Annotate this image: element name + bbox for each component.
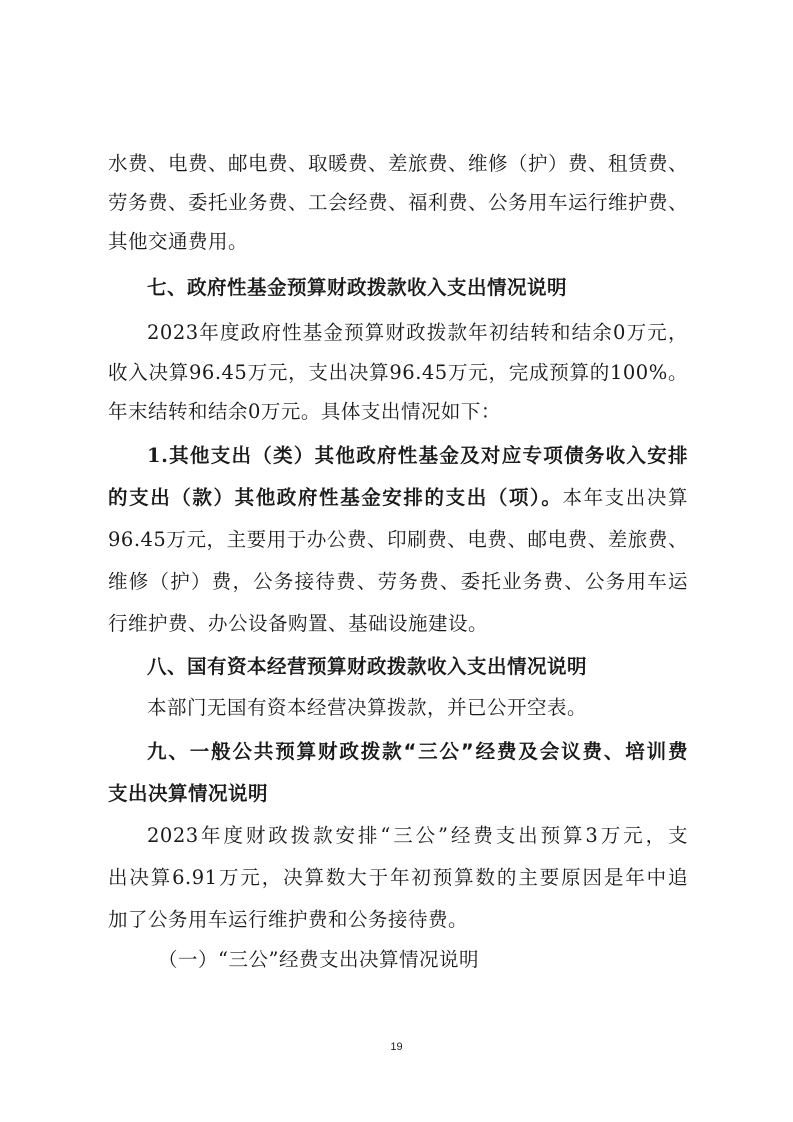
paragraph-line xyxy=(108,484,688,512)
paragraph-line: 维修（护）费，公务接待费、劳务费、委托业务费、公务用车运 xyxy=(108,570,688,593)
section-heading: 八、国有资本经营预算财政拨款收入支出情况说明 xyxy=(147,655,588,678)
section-heading: 七、政府性基金预算财政拨款收入支出情况说明 xyxy=(147,276,568,299)
paragraph-line: 收入决算96.45万元，支出决算96.45万元，完成预算的100%。 xyxy=(108,361,688,384)
item-heading-continued: 的支出（款）其他政府性基金安排的支出（项）。 xyxy=(108,486,563,509)
section-heading-continued: 支出决算情况说明 xyxy=(108,782,269,805)
paragraph-line: 2023年度财政拨款安排“三公”经费支出预算3万元，支 xyxy=(147,824,688,847)
item-text: 本年支出决算 xyxy=(562,486,688,509)
section-heading: 九、一般公共预算财政拨款“三公”经费及会议费、培训费 xyxy=(147,740,688,763)
paragraph-line: 行维护费、办公设备购置、基础设施建设。 xyxy=(108,612,489,635)
paragraph-line: 劳务费、委托业务费、工会经费、福利费、公务用车运行维护费、 xyxy=(108,191,689,214)
paragraph-line: 水费、电费、邮电费、取暖费、差旅费、维修（护）费、租赁费、 xyxy=(108,152,689,175)
paragraph-line: 加了公务用车运行维护费和公务接待费。 xyxy=(108,908,469,931)
paragraph-line: 其他交通费用。 xyxy=(108,230,249,253)
paragraph-line: 96.45万元，主要用于办公费、印刷费、电费、邮电费、差旅费、 xyxy=(108,528,688,551)
paragraph-line: 本部门无国有资本经营决算拨款，并已公开空表。 xyxy=(147,696,588,719)
item-heading: 1.其他支出（类）其他政府性基金及对应专项债务收入安排 xyxy=(147,444,688,467)
paragraph-line: 2023年度政府性基金预算财政拨款年初结转和结余0万元， xyxy=(147,321,688,344)
paragraph-line: 年末结转和结余0万元。具体支出情况如下： xyxy=(108,400,501,423)
paragraph-line: 出决算6.91万元，决算数大于年初预算数的主要原因是年中追 xyxy=(108,866,688,889)
page-number: 19 xyxy=(390,1041,403,1053)
sub-heading: （一）“三公”经费支出决算情况说明 xyxy=(158,948,479,971)
